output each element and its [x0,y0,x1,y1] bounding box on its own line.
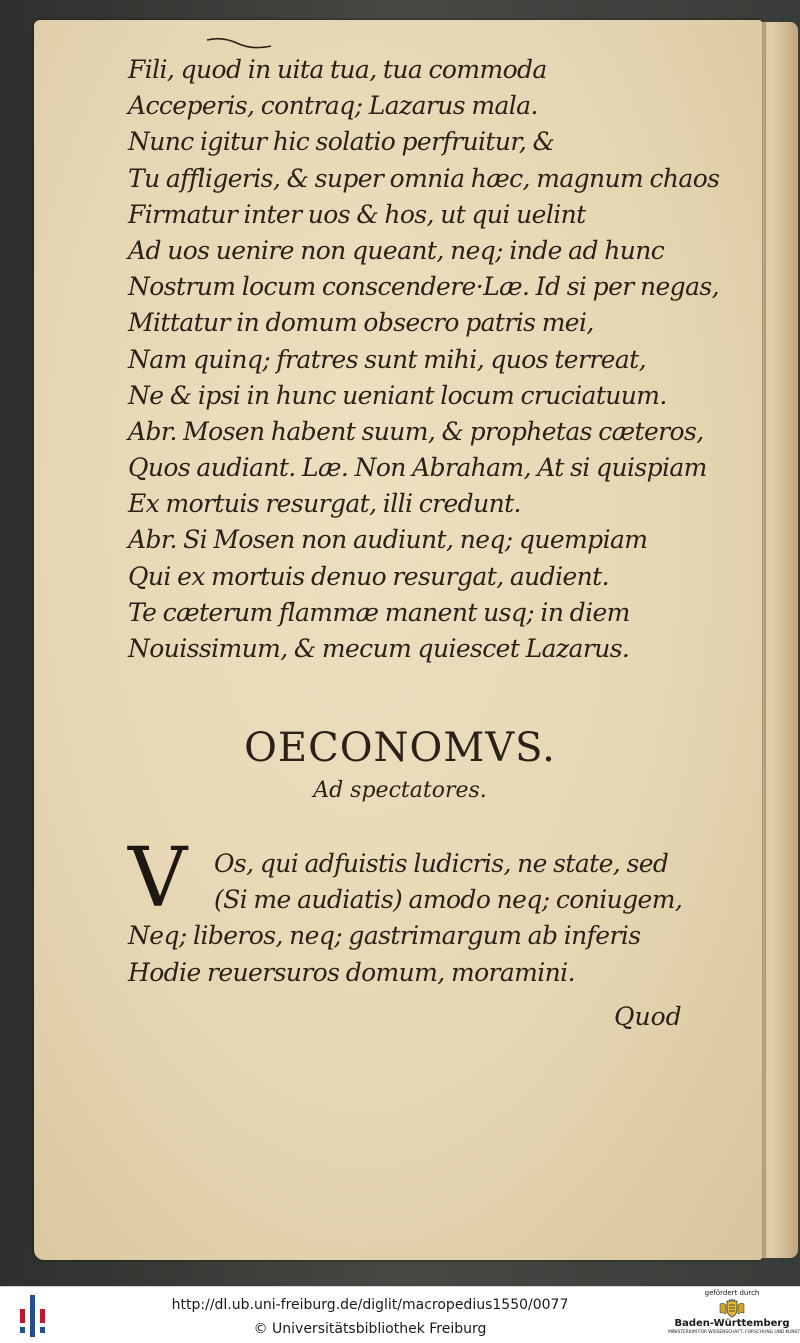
permalink-url[interactable]: http://dl.ub.uni-freiburg.de/diglit/macropedius1550/0077 [171,1297,569,1313]
paragraph-line: (Si me audiatis) amodo neq; coniugem, [214,885,683,915]
verse-line: Ex mortuis resurgat, illi credunt. [128,489,521,519]
copyright-notice: © Universitätsbibliothek Freiburg [253,1321,487,1337]
sponsor-ministry: MINISTERIUM FÜR WISSENSCHAFT, FORSCHUNG UND KUNST [668,1330,800,1335]
verse-line: Acceperis, contraq; Lazarus mala. [128,91,538,121]
verse-line: Nam quinq; fratres sunt mihi, quos terreat, [128,344,646,374]
verse-line: Quos audiant. Læ. Non Abraham, At si quispiam [128,453,707,483]
paragraph-line: Os, qui adfuistis ludicris, ne state, sed [214,849,669,878]
catchword: Quod [614,1002,682,1031]
verse-line: Ne & ipsi in hunc ueniant locum cruciatuum. [128,380,667,410]
ink-squiggle-mark [205,34,275,54]
verse-line: Mittatur in domum obsecro patris mei, [128,308,594,338]
drop-cap-initial: V [128,831,188,926]
verse-line: Tu affligeris, & super omnia hæc, magnum chaos [128,163,720,193]
verse-line: Abr. Mosen habent suum, & prophetas cæteros, [128,416,704,446]
verse-line: Te cæterum flammæ manent usq; in diem [128,597,630,627]
page-edge [758,22,798,1258]
verse-line: Qui ex mortuis denuo resurgat, audient. [128,561,609,591]
paragraph-line: Neq; liberos, neq; gastrimargum ab inferis [128,921,641,951]
sponsor-name: Baden-Württemberg [674,1318,790,1329]
verse-line: Nostrum locum conscendere·Læ. Id si per negas, [128,272,719,302]
baden-wuerttemberg-crest-icon [718,1298,746,1318]
verse-block [128,52,728,667]
verse-line: Nunc igitur hic solatio perfruitur, & [128,127,555,157]
verse-line: Firmatur inter uos & hos, ut qui uelint [128,199,586,229]
viewer-footer [0,1286,800,1343]
verse-line: Ad uos uenire non queant, neq; inde ad hunc [128,235,665,265]
paragraph-line: Hodie reuersuros domum, moramini. [128,957,575,987]
verse-line: Abr. Si Mosen non audiunt, neq; quempiam [128,525,648,555]
verse-line: Nouissimum, & mecum quiescet Lazarus. [128,634,630,663]
section-subheading: Ad spectatores. [313,778,487,803]
paragraph-block [128,846,728,991]
verse-line: Fili, quod in uita tua, tua commoda [128,55,547,84]
section-heading: OECONOMVS. [244,725,556,771]
sponsor-block [668,1289,800,1341]
sponsor-label: gefördert durch [704,1289,760,1297]
